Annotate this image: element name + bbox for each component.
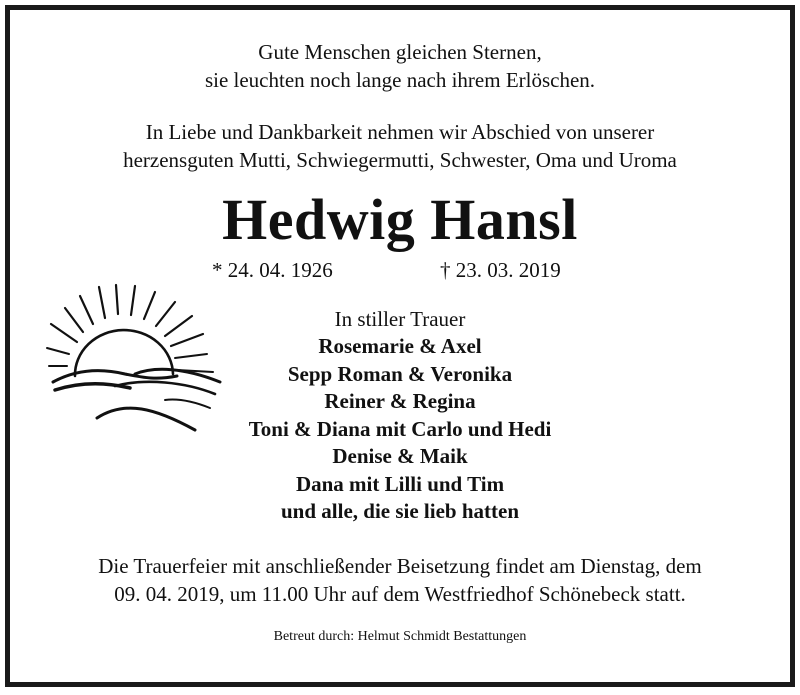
- mourners-heading: In stiller Trauer: [334, 307, 466, 331]
- mourner-entry: und alle, die sie lieb hatten: [280, 499, 520, 523]
- mourner-entry: Toni & Diana mit Carlo und Hedi: [248, 416, 552, 441]
- mourner-entry: Sepp Roman & Veronika: [287, 361, 513, 386]
- verse-line-2: sie leuchten noch lange nach ihrem Erlöschen.: [204, 68, 596, 92]
- mourner-entry: Denise & Maik: [332, 444, 468, 468]
- birth-date: * 24. 04. 1926: [212, 258, 333, 282]
- intro-line-1: In Liebe und Dankbarkeit nehmen wir Abschied von unserer: [145, 120, 655, 144]
- undertaker-credit: Betreut durch: Helmut Schmidt Bestattungen: [273, 629, 527, 644]
- death-date: † 23. 03. 2019: [440, 258, 561, 282]
- service-line-1: Die Trauerfeier mit anschließender Beisetzung findet am Dienstag, dem: [98, 554, 702, 578]
- mourner-entry: Rosemarie & Axel: [318, 334, 482, 358]
- intro-line-2: herzensguten Mutti, Schwiegermutti, Schwester, Oma und Uroma: [123, 148, 677, 172]
- service-line-2: 09. 04. 2019, um 11.00 Uhr auf dem Westfriedhof Schönebeck statt.: [114, 582, 686, 606]
- mourners-list: [170, 306, 630, 526]
- mourner-entry: Reiner & Regina: [324, 389, 476, 413]
- verse-line-1: Gute Menschen gleichen Sternen,: [258, 40, 542, 64]
- mourner-entry: Dana mit Lilli und Tim: [295, 471, 505, 496]
- deceased-name: Hedwig Hansl: [222, 187, 578, 252]
